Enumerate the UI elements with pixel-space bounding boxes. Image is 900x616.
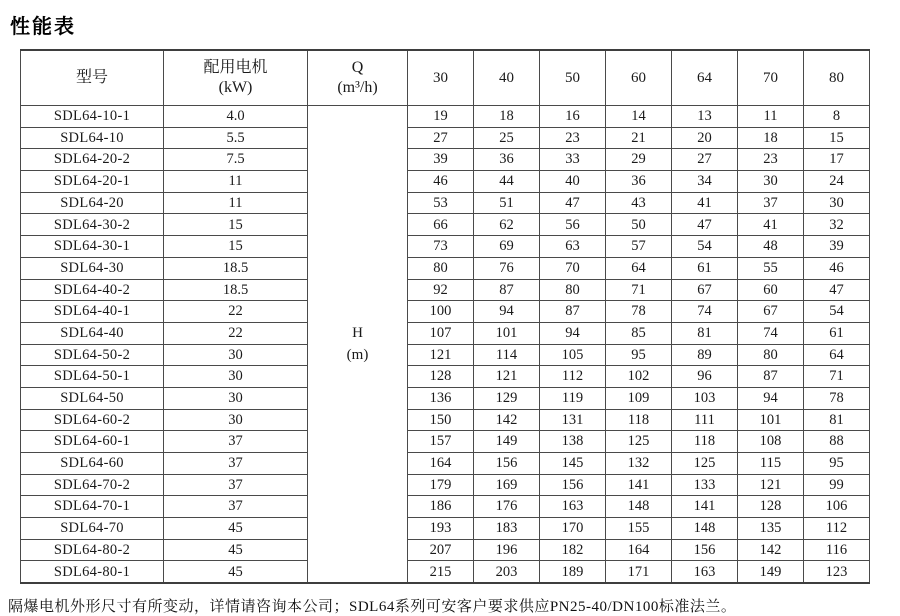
head-value-cell: 96 <box>672 366 738 388</box>
head-value-cell: 149 <box>474 431 540 453</box>
head-value-cell: 115 <box>738 453 804 475</box>
head-value-cell: 15 <box>804 127 870 149</box>
head-value-cell: 51 <box>474 192 540 214</box>
head-value-cell: 20 <box>672 127 738 149</box>
kw-cell: 5.5 <box>164 127 308 149</box>
model-cell: SDL64-10 <box>21 127 164 149</box>
table-row <box>21 236 870 258</box>
flow-col-header: 30 <box>408 50 474 106</box>
head-value-cell: 64 <box>804 344 870 366</box>
kw-cell: 30 <box>164 409 308 431</box>
head-value-cell: 189 <box>540 561 606 583</box>
head-value-cell: 48 <box>738 236 804 258</box>
head-value-cell: 71 <box>606 279 672 301</box>
head-value-cell: 116 <box>804 539 870 561</box>
head-value-cell: 92 <box>408 279 474 301</box>
model-cell: SDL64-40 <box>21 322 164 344</box>
table-row <box>21 171 870 193</box>
head-value-cell: 24 <box>804 171 870 193</box>
head-value-cell: 67 <box>672 279 738 301</box>
model-cell: SDL64-60-1 <box>21 431 164 453</box>
table-row <box>21 344 870 366</box>
kw-cell: 15 <box>164 236 308 258</box>
kw-cell: 37 <box>164 431 308 453</box>
head-value-cell: 27 <box>408 127 474 149</box>
head-value-cell: 148 <box>606 496 672 518</box>
head-value-cell: 87 <box>474 279 540 301</box>
head-value-cell: 135 <box>738 518 804 540</box>
head-value-cell: 57 <box>606 236 672 258</box>
h-unit-cell <box>308 106 408 584</box>
head-value-cell: 106 <box>804 496 870 518</box>
head-value-cell: 114 <box>474 344 540 366</box>
kw-cell: 37 <box>164 453 308 475</box>
head-value-cell: 18 <box>474 106 540 128</box>
model-cell: SDL64-80-1 <box>21 561 164 583</box>
head-value-cell: 71 <box>804 366 870 388</box>
table-row <box>21 149 870 171</box>
head-value-cell: 13 <box>672 106 738 128</box>
head-value-cell: 81 <box>804 409 870 431</box>
head-value-cell: 36 <box>606 171 672 193</box>
model-cell: SDL64-70-2 <box>21 474 164 496</box>
head-value-cell: 78 <box>804 387 870 409</box>
head-value-cell: 69 <box>474 236 540 258</box>
kw-cell: 30 <box>164 387 308 409</box>
head-value-cell: 121 <box>738 474 804 496</box>
table-row <box>21 106 870 128</box>
head-value-cell: 128 <box>408 366 474 388</box>
kw-cell: 22 <box>164 322 308 344</box>
head-value-cell: 67 <box>738 301 804 323</box>
head-value-cell: 81 <box>672 322 738 344</box>
head-value-cell: 95 <box>804 453 870 475</box>
head-value-cell: 170 <box>540 518 606 540</box>
head-value-cell: 193 <box>408 518 474 540</box>
kw-cell: 30 <box>164 344 308 366</box>
flow-col-header: 80 <box>804 50 870 106</box>
head-value-cell: 87 <box>540 301 606 323</box>
head-value-cell: 107 <box>408 322 474 344</box>
head-value-cell: 215 <box>408 561 474 583</box>
head-value-cell: 39 <box>804 236 870 258</box>
head-value-cell: 163 <box>540 496 606 518</box>
head-value-cell: 164 <box>606 539 672 561</box>
head-value-cell: 46 <box>804 257 870 279</box>
head-value-cell: 118 <box>606 409 672 431</box>
model-cell: SDL64-60 <box>21 453 164 475</box>
head-value-cell: 95 <box>606 344 672 366</box>
head-value-cell: 47 <box>672 214 738 236</box>
head-value-cell: 29 <box>606 149 672 171</box>
table-row <box>21 561 870 583</box>
head-value-cell: 169 <box>474 474 540 496</box>
table-row <box>21 322 870 344</box>
col-header-motor <box>164 50 308 106</box>
head-value-cell: 136 <box>408 387 474 409</box>
table-row <box>21 214 870 236</box>
head-value-cell: 141 <box>672 496 738 518</box>
head-value-cell: 103 <box>672 387 738 409</box>
kw-cell: 45 <box>164 539 308 561</box>
kw-cell: 37 <box>164 496 308 518</box>
motor-header-line2: (kW) <box>218 79 253 96</box>
head-value-cell: 105 <box>540 344 606 366</box>
h-unit-line1: H <box>352 324 363 341</box>
head-value-cell: 112 <box>804 518 870 540</box>
head-value-cell: 54 <box>804 301 870 323</box>
head-value-cell: 50 <box>606 214 672 236</box>
head-value-cell: 150 <box>408 409 474 431</box>
model-cell: SDL64-20 <box>21 192 164 214</box>
head-value-cell: 74 <box>738 322 804 344</box>
head-value-cell: 149 <box>738 561 804 583</box>
table-row <box>21 366 870 388</box>
head-value-cell: 30 <box>738 171 804 193</box>
head-value-cell: 88 <box>804 431 870 453</box>
head-value-cell: 62 <box>474 214 540 236</box>
head-value-cell: 100 <box>408 301 474 323</box>
head-value-cell: 118 <box>672 431 738 453</box>
head-value-cell: 131 <box>540 409 606 431</box>
model-cell: SDL64-60-2 <box>21 409 164 431</box>
head-value-cell: 23 <box>540 127 606 149</box>
head-value-cell: 207 <box>408 539 474 561</box>
head-value-cell: 142 <box>474 409 540 431</box>
head-value-cell: 80 <box>408 257 474 279</box>
head-value-cell: 133 <box>672 474 738 496</box>
head-value-cell: 145 <box>540 453 606 475</box>
head-value-cell: 99 <box>804 474 870 496</box>
kw-cell: 15 <box>164 214 308 236</box>
head-value-cell: 63 <box>540 236 606 258</box>
head-value-cell: 125 <box>672 453 738 475</box>
kw-cell: 4.0 <box>164 106 308 128</box>
head-value-cell: 37 <box>738 192 804 214</box>
model-cell: SDL64-30 <box>21 257 164 279</box>
head-value-cell: 121 <box>408 344 474 366</box>
col-header-model: 型号 <box>21 50 164 106</box>
head-value-cell: 157 <box>408 431 474 453</box>
table-row <box>21 453 870 475</box>
head-value-cell: 74 <box>672 301 738 323</box>
head-value-cell: 66 <box>408 214 474 236</box>
head-value-cell: 186 <box>408 496 474 518</box>
head-value-cell: 156 <box>540 474 606 496</box>
table-row <box>21 496 870 518</box>
table-row <box>21 257 870 279</box>
head-value-cell: 80 <box>738 344 804 366</box>
head-value-cell: 121 <box>474 366 540 388</box>
header-row <box>21 50 870 106</box>
table-row <box>21 301 870 323</box>
head-value-cell: 41 <box>738 214 804 236</box>
head-value-cell: 102 <box>606 366 672 388</box>
head-value-cell: 80 <box>540 279 606 301</box>
head-value-cell: 176 <box>474 496 540 518</box>
head-value-cell: 53 <box>408 192 474 214</box>
head-value-cell: 54 <box>672 236 738 258</box>
model-cell: SDL64-50-1 <box>21 366 164 388</box>
kw-cell: 18.5 <box>164 257 308 279</box>
head-value-cell: 8 <box>804 106 870 128</box>
head-value-cell: 128 <box>738 496 804 518</box>
col-header-flow-q <box>308 50 408 106</box>
head-value-cell: 46 <box>408 171 474 193</box>
model-cell: SDL64-40-2 <box>21 279 164 301</box>
head-value-cell: 33 <box>540 149 606 171</box>
head-value-cell: 164 <box>408 453 474 475</box>
head-value-cell: 36 <box>474 149 540 171</box>
kw-cell: 30 <box>164 366 308 388</box>
head-value-cell: 179 <box>408 474 474 496</box>
head-value-cell: 14 <box>606 106 672 128</box>
kw-cell: 37 <box>164 474 308 496</box>
kw-cell: 11 <box>164 192 308 214</box>
table-row <box>21 409 870 431</box>
head-value-cell: 34 <box>672 171 738 193</box>
head-value-cell: 11 <box>738 106 804 128</box>
table-row <box>21 431 870 453</box>
flow-col-header: 50 <box>540 50 606 106</box>
head-value-cell: 94 <box>474 301 540 323</box>
table-row <box>21 518 870 540</box>
head-value-cell: 132 <box>606 453 672 475</box>
head-value-cell: 141 <box>606 474 672 496</box>
kw-cell: 45 <box>164 561 308 583</box>
table-row <box>21 127 870 149</box>
table-row <box>21 539 870 561</box>
head-value-cell: 129 <box>474 387 540 409</box>
flow-col-header: 64 <box>672 50 738 106</box>
head-value-cell: 16 <box>540 106 606 128</box>
table-row <box>21 192 870 214</box>
page-title: 性能表 <box>10 16 76 38</box>
head-value-cell: 47 <box>540 192 606 214</box>
head-value-cell: 171 <box>606 561 672 583</box>
head-value-cell: 25 <box>474 127 540 149</box>
head-value-cell: 60 <box>738 279 804 301</box>
table-row <box>21 387 870 409</box>
head-value-cell: 41 <box>672 192 738 214</box>
head-value-cell: 94 <box>540 322 606 344</box>
flow-col-header: 60 <box>606 50 672 106</box>
flow-col-header: 70 <box>738 50 804 106</box>
head-value-cell: 138 <box>540 431 606 453</box>
model-cell: SDL64-70-1 <box>21 496 164 518</box>
q-header-line2: (m³/h) <box>337 79 378 96</box>
head-value-cell: 55 <box>738 257 804 279</box>
model-cell: SDL64-30-1 <box>21 236 164 258</box>
head-value-cell: 61 <box>804 322 870 344</box>
head-value-cell: 87 <box>738 366 804 388</box>
head-value-cell: 61 <box>672 257 738 279</box>
model-cell: SDL64-10-1 <box>21 106 164 128</box>
head-value-cell: 182 <box>540 539 606 561</box>
model-cell: SDL64-20-2 <box>21 149 164 171</box>
head-value-cell: 64 <box>606 257 672 279</box>
kw-cell: 7.5 <box>164 149 308 171</box>
kw-cell: 22 <box>164 301 308 323</box>
head-value-cell: 183 <box>474 518 540 540</box>
h-unit-line2: (m) <box>346 347 369 364</box>
model-cell: SDL64-80-2 <box>21 539 164 561</box>
footer-note: 隔爆电机外形尺寸有所变动，详情请咨询本公司；SDL64系列可安客户要求供应PN25-40/DN100标准法兰。 <box>8 599 737 616</box>
head-value-cell: 163 <box>672 561 738 583</box>
model-cell: SDL64-30-2 <box>21 214 164 236</box>
head-value-cell: 56 <box>540 214 606 236</box>
q-header-line1: Q <box>351 59 364 76</box>
head-value-cell: 112 <box>540 366 606 388</box>
head-value-cell: 76 <box>474 257 540 279</box>
model-cell: SDL64-40-1 <box>21 301 164 323</box>
head-value-cell: 32 <box>804 214 870 236</box>
head-value-cell: 44 <box>474 171 540 193</box>
head-value-cell: 119 <box>540 387 606 409</box>
flow-col-header: 40 <box>474 50 540 106</box>
head-value-cell: 19 <box>408 106 474 128</box>
head-value-cell: 30 <box>804 192 870 214</box>
head-value-cell: 196 <box>474 539 540 561</box>
head-value-cell: 109 <box>606 387 672 409</box>
head-value-cell: 78 <box>606 301 672 323</box>
head-value-cell: 108 <box>738 431 804 453</box>
head-value-cell: 123 <box>804 561 870 583</box>
head-value-cell: 94 <box>738 387 804 409</box>
head-value-cell: 85 <box>606 322 672 344</box>
kw-cell: 18.5 <box>164 279 308 301</box>
head-value-cell: 101 <box>738 409 804 431</box>
model-cell: SDL64-70 <box>21 518 164 540</box>
head-value-cell: 155 <box>606 518 672 540</box>
head-value-cell: 156 <box>672 539 738 561</box>
kw-cell: 45 <box>164 518 308 540</box>
table-row <box>21 279 870 301</box>
model-cell: SDL64-20-1 <box>21 171 164 193</box>
head-value-cell: 27 <box>672 149 738 171</box>
head-value-cell: 70 <box>540 257 606 279</box>
head-value-cell: 43 <box>606 192 672 214</box>
head-value-cell: 21 <box>606 127 672 149</box>
head-value-cell: 156 <box>474 453 540 475</box>
head-value-cell: 111 <box>672 409 738 431</box>
head-value-cell: 125 <box>606 431 672 453</box>
head-value-cell: 39 <box>408 149 474 171</box>
head-value-cell: 40 <box>540 171 606 193</box>
head-value-cell: 89 <box>672 344 738 366</box>
head-value-cell: 203 <box>474 561 540 583</box>
head-value-cell: 17 <box>804 149 870 171</box>
head-value-cell: 142 <box>738 539 804 561</box>
table-row <box>21 474 870 496</box>
head-value-cell: 18 <box>738 127 804 149</box>
head-value-cell: 101 <box>474 322 540 344</box>
performance-table <box>20 49 870 584</box>
motor-header-line1: 配用电机 <box>203 59 268 76</box>
table-body <box>21 106 870 584</box>
head-value-cell: 148 <box>672 518 738 540</box>
model-cell: SDL64-50 <box>21 387 164 409</box>
model-cell: SDL64-50-2 <box>21 344 164 366</box>
kw-cell: 11 <box>164 171 308 193</box>
head-value-cell: 23 <box>738 149 804 171</box>
head-value-cell: 47 <box>804 279 870 301</box>
head-value-cell: 73 <box>408 236 474 258</box>
